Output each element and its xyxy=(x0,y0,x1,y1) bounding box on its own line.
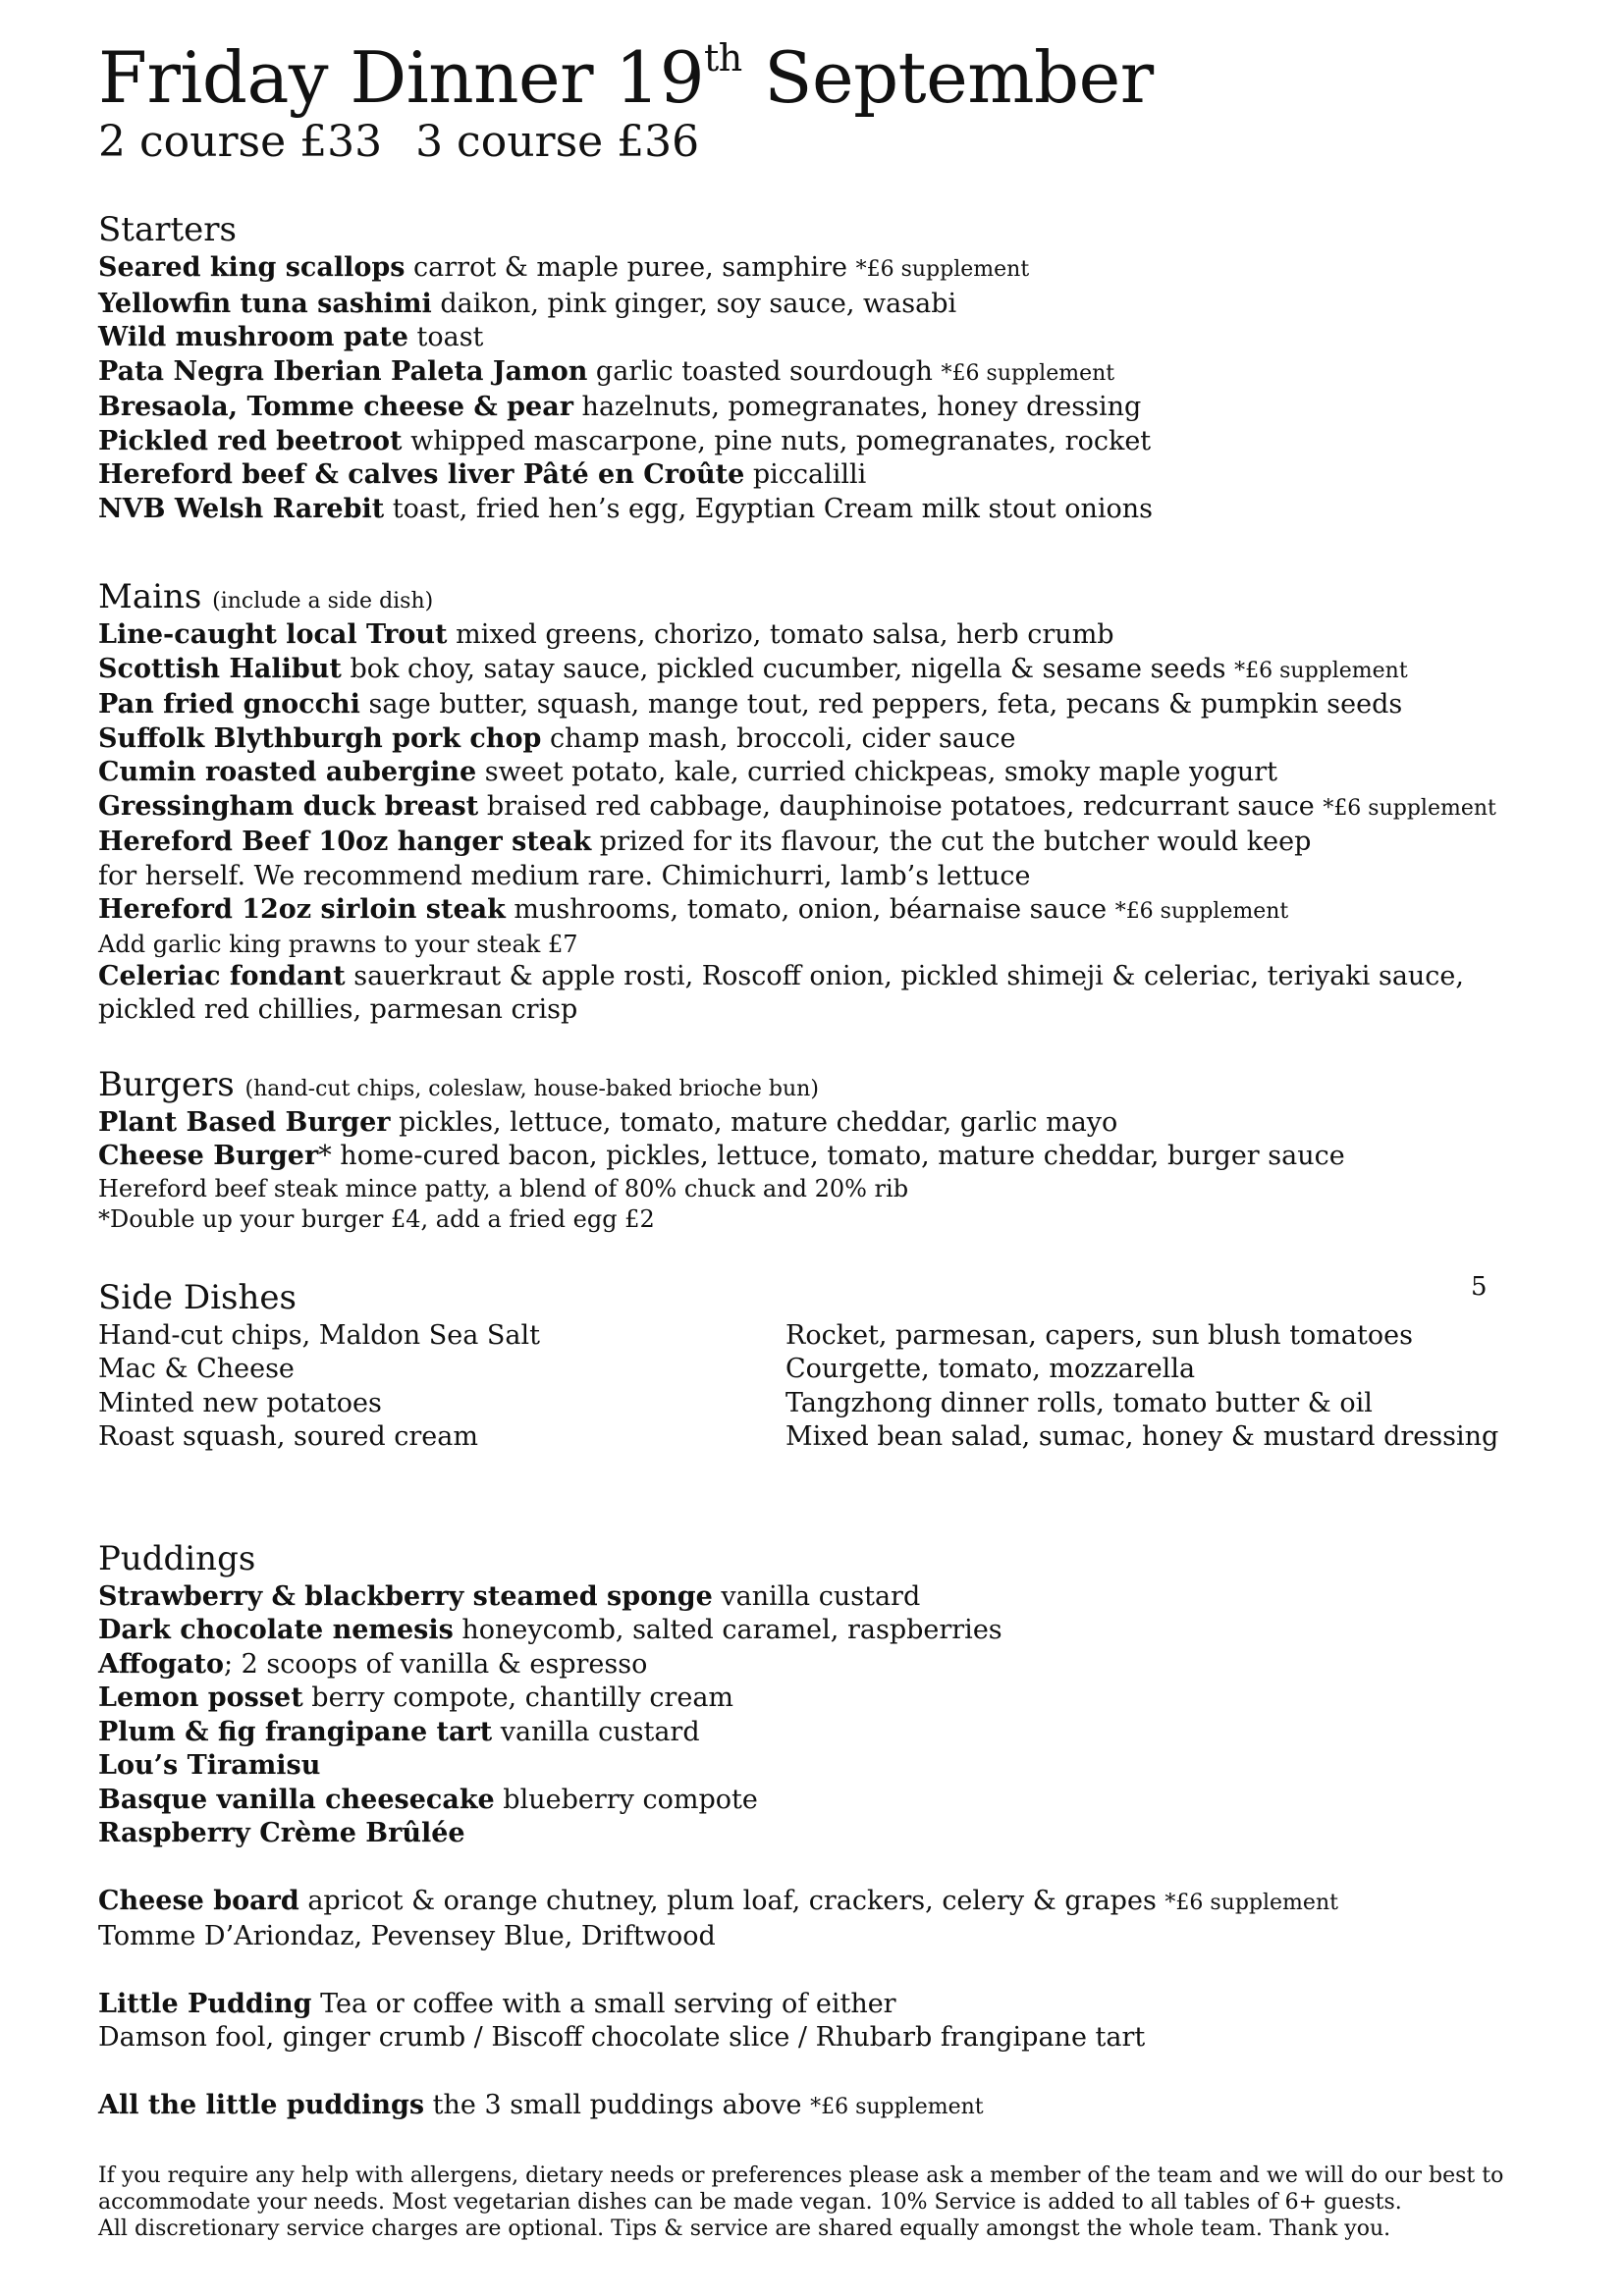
sides-list xyxy=(98,1319,1532,1455)
allergen-footer xyxy=(98,2163,1532,2242)
burgers-list xyxy=(98,1106,1532,1235)
cheese-list: Tomme D’Ariondaz, Pevensey Blue, Driftwood xyxy=(98,1921,716,1952)
starters-heading: Starters xyxy=(98,210,237,250)
menu-item: Bresaola, Tomme cheese & pear hazelnuts, pomegranates, honey dressing xyxy=(98,392,1142,423)
side-item: Mac & Cheese xyxy=(98,1354,295,1385)
page-number: 5 xyxy=(1471,1272,1488,1302)
footer-line: If you require any help with allergens, dietary needs or preferences please ask a member of the team and we will do our best to xyxy=(98,2163,1504,2188)
page-title: Friday Dinner 19th September xyxy=(98,36,1154,119)
menu-item: Hereford beef & calves liver Pâté en Croûte piccalilli xyxy=(98,459,867,491)
sides-heading: Side Dishes xyxy=(98,1277,297,1317)
side-item: Tangzhong dinner rolls, tomato butter & oil xyxy=(785,1387,1373,1418)
all-little-puddings: All the little puddings the 3 small puddings above *£6 supplement xyxy=(98,2089,984,2120)
burgers-heading: Burgers (hand-cut chips, coleslaw, house-baked brioche bun) xyxy=(98,1064,819,1104)
mains-note: (include a side dish) xyxy=(212,589,434,614)
menu-item: Line-caught local Trout mixed greens, chorizo, tomato salsa, herb crumb xyxy=(98,619,1114,651)
menu-item: Raspberry Crème Brûlée xyxy=(98,1818,465,1849)
menu-item: Pan fried gnocchi sage butter, squash, mange tout, red peppers, feta, pecans & pumpkin seeds xyxy=(98,689,1403,721)
menu-item: Pickled red beetroot whipped mascarpone, pine nuts, pomegranates, rocket xyxy=(98,425,1152,456)
menu-item: Plant Based Burger pickles, lettuce, tomato, mature cheddar, garlic mayo xyxy=(98,1106,1118,1138)
mains-heading: Mains (include a side dish) xyxy=(98,577,434,617)
menu-item: Lou’s Tiramisu xyxy=(98,1750,321,1782)
menu-item: Gressingham duck breast braised red cabbage, dauphinoise potatoes, redcurrant sauce *£6 supplement xyxy=(98,790,1496,822)
prawns-addon: Add garlic king prawns to your steak £7 xyxy=(98,930,578,958)
side-item: Rocket, parmesan, capers, sun blush tomatoes xyxy=(785,1319,1413,1351)
side-item: Mixed bean salad, sumac, honey & mustard dressing xyxy=(785,1421,1499,1453)
menu-item: Affogato; 2 scoops of vanilla & espresso xyxy=(98,1648,648,1680)
two-course-price: 2 course £33 xyxy=(98,117,383,168)
side-item: Minted new potatoes xyxy=(98,1387,382,1418)
menu-item-continued: pickled red chillies, parmesan crisp xyxy=(98,994,578,1026)
puddings-heading: Puddings xyxy=(98,1538,256,1578)
mains-list xyxy=(98,618,1532,1028)
menu-item: Basque vanilla cheesecake blueberry compote xyxy=(98,1784,758,1815)
burgers-note: (hand-cut chips, coleslaw, house-baked brioche bun) xyxy=(244,1076,819,1101)
menu-item-continued: for herself. We recommend medium rare. Chimichurri, lamb’s lettuce xyxy=(98,860,1031,891)
footer-line: All discretionary service charges are optional. Tips & service are shared equally amongst the whole team. Thank you. xyxy=(98,2216,1391,2241)
menu-item: Hereford Beef 10oz hanger steak prized for its flavour, the cut the butcher would keep xyxy=(98,827,1312,858)
menu-item: Yellowfin tuna sashimi daikon, pink ginger, soy sauce, wasabi xyxy=(98,288,957,319)
menu-item: Seared king scallops carrot & maple puree, samphire *£6 supplement xyxy=(98,252,1030,284)
menu-item: Hereford 12oz sirloin steak mushrooms, tomato, onion, béarnaise sauce *£6 supplement xyxy=(98,894,1289,926)
little-pudding-list: Damson fool, ginger crumb / Biscoff chocolate slice / Rhubarb frangipane tart xyxy=(98,2022,1146,2054)
menu-item: Lemon posset berry compote, chantilly cream xyxy=(98,1682,734,1714)
menu-item: Strawberry & blackberry steamed sponge vanilla custard xyxy=(98,1580,921,1612)
course-prices xyxy=(98,117,1532,167)
sides-left-column xyxy=(98,1319,785,1455)
menu-item: Pata Negra Iberian Paleta Jamon garlic toasted sourdough *£6 supplement xyxy=(98,355,1115,387)
little-pudding: Little Pudding Tea or coffee with a small serving of either xyxy=(98,1988,896,2019)
menu-item: Dark chocolate nemesis honeycomb, salted caramel, raspberries xyxy=(98,1615,1002,1646)
menu-item: Plum & fig frangipane tart vanilla custard xyxy=(98,1716,700,1747)
three-course-price: 3 course £36 xyxy=(415,117,700,168)
side-item: Hand-cut chips, Maldon Sea Salt xyxy=(98,1319,540,1351)
footer-line: accommodate your needs. Most vegetarian dishes can be made vegan. 10% Service is added to all tables of 6+ guests. xyxy=(98,2190,1402,2215)
menu-item: Cheese Burger* home-cured bacon, pickles, lettuce, tomato, mature cheddar, burger sauce xyxy=(98,1141,1345,1172)
menu-item: Scottish Halibut bok choy, satay sauce, pickled cucumber, nigella & sesame seeds *£6 supplement xyxy=(98,653,1408,684)
menu-item: Celeriac fondant sauerkraut & apple rosti, Roscoff onion, pickled shimeji & celeriac, teriyaki sauce, xyxy=(98,960,1464,991)
cheese-board: Cheese board apricot & orange chutney, plum loaf, crackers, celery & grapes *£6 supplement xyxy=(98,1885,1338,1916)
menu-item: Suffolk Blythburgh pork chop champ mash, broccoli, cider sauce xyxy=(98,722,1016,754)
side-item: Courgette, tomato, mozzarella xyxy=(785,1354,1196,1385)
starters-list xyxy=(98,251,1532,526)
patty-note: Hereford beef steak mince patty, a blend of 80% chuck and 20% rib xyxy=(98,1174,909,1202)
menu-item: NVB Welsh Rarebit toast, fried hen’s egg, Egyptian Cream milk stout onions xyxy=(98,493,1154,524)
menu-item: Wild mushroom pate toast xyxy=(98,322,484,353)
sides-right-column xyxy=(785,1319,1532,1455)
menu-page xyxy=(98,36,1532,2124)
double-up-note: *Double up your burger £4, add a fried egg £2 xyxy=(98,1204,655,1233)
side-item: Roast squash, soured cream xyxy=(98,1421,478,1453)
puddings-list xyxy=(98,1580,1532,2125)
menu-item: Cumin roasted aubergine sweet potato, kale, curried chickpeas, smoky maple yogurt xyxy=(98,757,1277,788)
